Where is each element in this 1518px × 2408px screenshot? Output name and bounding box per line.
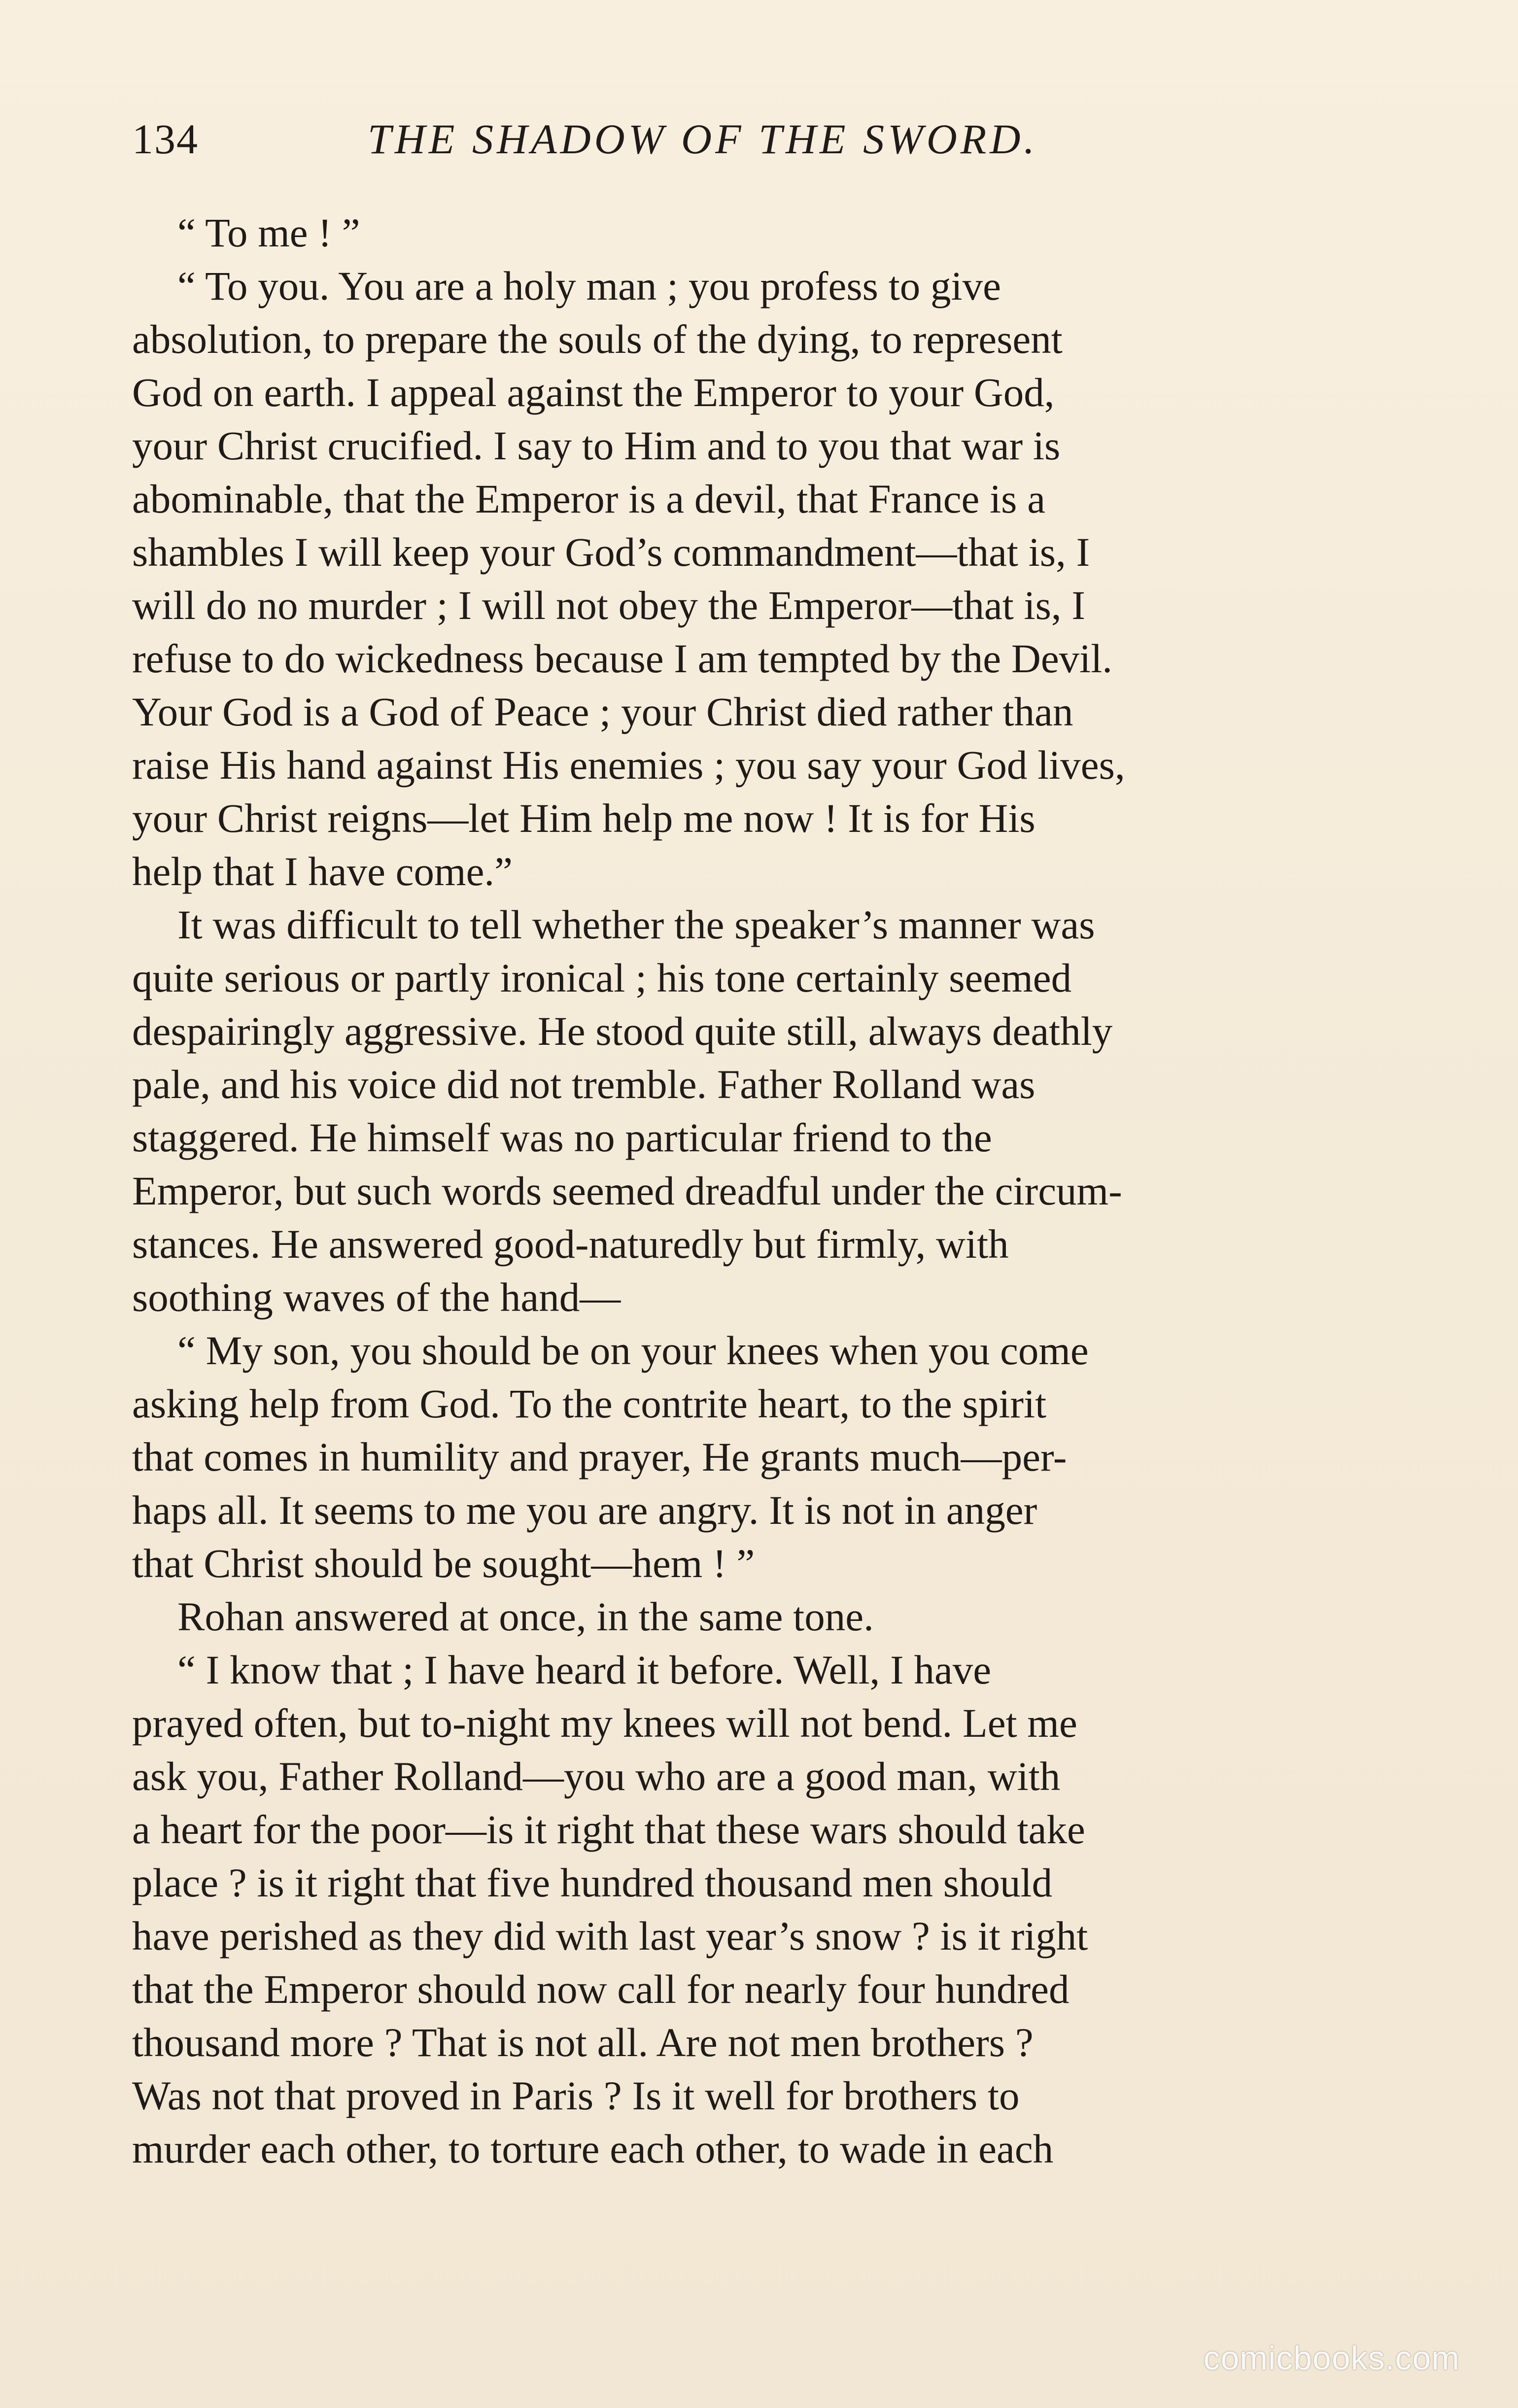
text-line: will do no murder ; I will not obey the Emperor—that is, I	[132, 583, 1086, 628]
text-line: It was difficult to tell whether the speaker’s manner was	[177, 902, 1095, 947]
text-line: raise His hand against His enemies ; you say your God lives,	[132, 742, 1125, 788]
text-line: thousand more ? That is not all. Are not men brothers ?	[132, 2020, 1034, 2065]
text-line: absolution, to prepare the souls of the dying, to represent	[132, 316, 1063, 362]
text-line: that the Emperor should now call for nearly four hundred	[132, 1966, 1070, 2012]
text-line: haps all. It seems to me you are angry. It is not in anger	[132, 1487, 1037, 1533]
text-line: your Christ crucified. I say to Him and to you that war is	[132, 423, 1061, 468]
text-line: prayed often, but to-night my knees will not bend. Let me	[132, 1700, 1077, 1746]
text-line: soothing waves of the hand—	[132, 1274, 621, 1320]
text-line: pale, and his voice did not tremble. Father Rolland was	[132, 1062, 1035, 1107]
text-line: God on earth. I appeal against the Emperor to your God,	[132, 370, 1055, 415]
text-line: place ? is it right that five hundred thousand men should	[132, 1860, 1053, 1905]
text-line: “ My son, you should be on your knees when you come	[177, 1328, 1089, 1373]
text-line: your Christ reigns—let Him help me now ! It is for His	[132, 795, 1035, 841]
text-line: ask you, Father Rolland—you who are a good man, with	[132, 1754, 1061, 1799]
page-number: 134	[132, 115, 199, 163]
text-line: shambles I will keep your God’s commandment—that is, I	[132, 529, 1090, 575]
text-line: abominable, that the Emperor is a devil, that France is a	[132, 476, 1046, 521]
text-line: “ To you. You are a holy man ; you profess to give	[177, 263, 1001, 309]
text-line: “ To me ! ”	[177, 210, 360, 255]
text-line: a heart for the poor—is it right that these wars should take	[132, 1807, 1085, 1852]
text-line: stances. He answered good-naturedly but firmly, with	[132, 1221, 1009, 1267]
site-watermark: comicbooks.com	[1203, 2339, 1460, 2377]
text-line: despairingly aggressive. He stood quite still, always deathly	[132, 1008, 1113, 1054]
text-line: Was not that proved in Paris ? Is it well for brothers to	[132, 2073, 1020, 2118]
text-line: that comes in humility and prayer, He grants much—per-	[132, 1434, 1067, 1479]
text-line: help that I have come.”	[132, 849, 513, 894]
body-text	[132, 206, 1356, 2175]
page-header	[132, 114, 1394, 169]
text-line: murder each other, to torture each other, to wade in each	[132, 2126, 1054, 2171]
text-line: that Christ should be sought—hem ! ”	[132, 1541, 755, 1586]
text-line: Rohan answered at once, in the same tone.	[177, 1594, 874, 1639]
text-line: staggered. He himself was no particular friend to the	[132, 1115, 992, 1160]
text-line: asking help from God. To the contrite heart, to the spirit	[132, 1381, 1047, 1426]
text-line: have perished as they did with last year’s snow ? is it right	[132, 1913, 1088, 1959]
text-line: Emperor, but such words seemed dreadful under the circum-	[132, 1168, 1122, 1213]
text-line: Your God is a God of Peace ; your Christ died rather than	[132, 689, 1073, 734]
text-line: quite serious or partly ironical ; his tone certainly seemed	[132, 955, 1072, 1000]
text-line: refuse to do wickedness because I am tempted by the Devil.	[132, 636, 1113, 681]
running-head: THE SHADOW OF THE SWORD.	[368, 115, 1038, 163]
text-line: “ I know that ; I have heard it before. Well, I have	[177, 1647, 992, 1692]
